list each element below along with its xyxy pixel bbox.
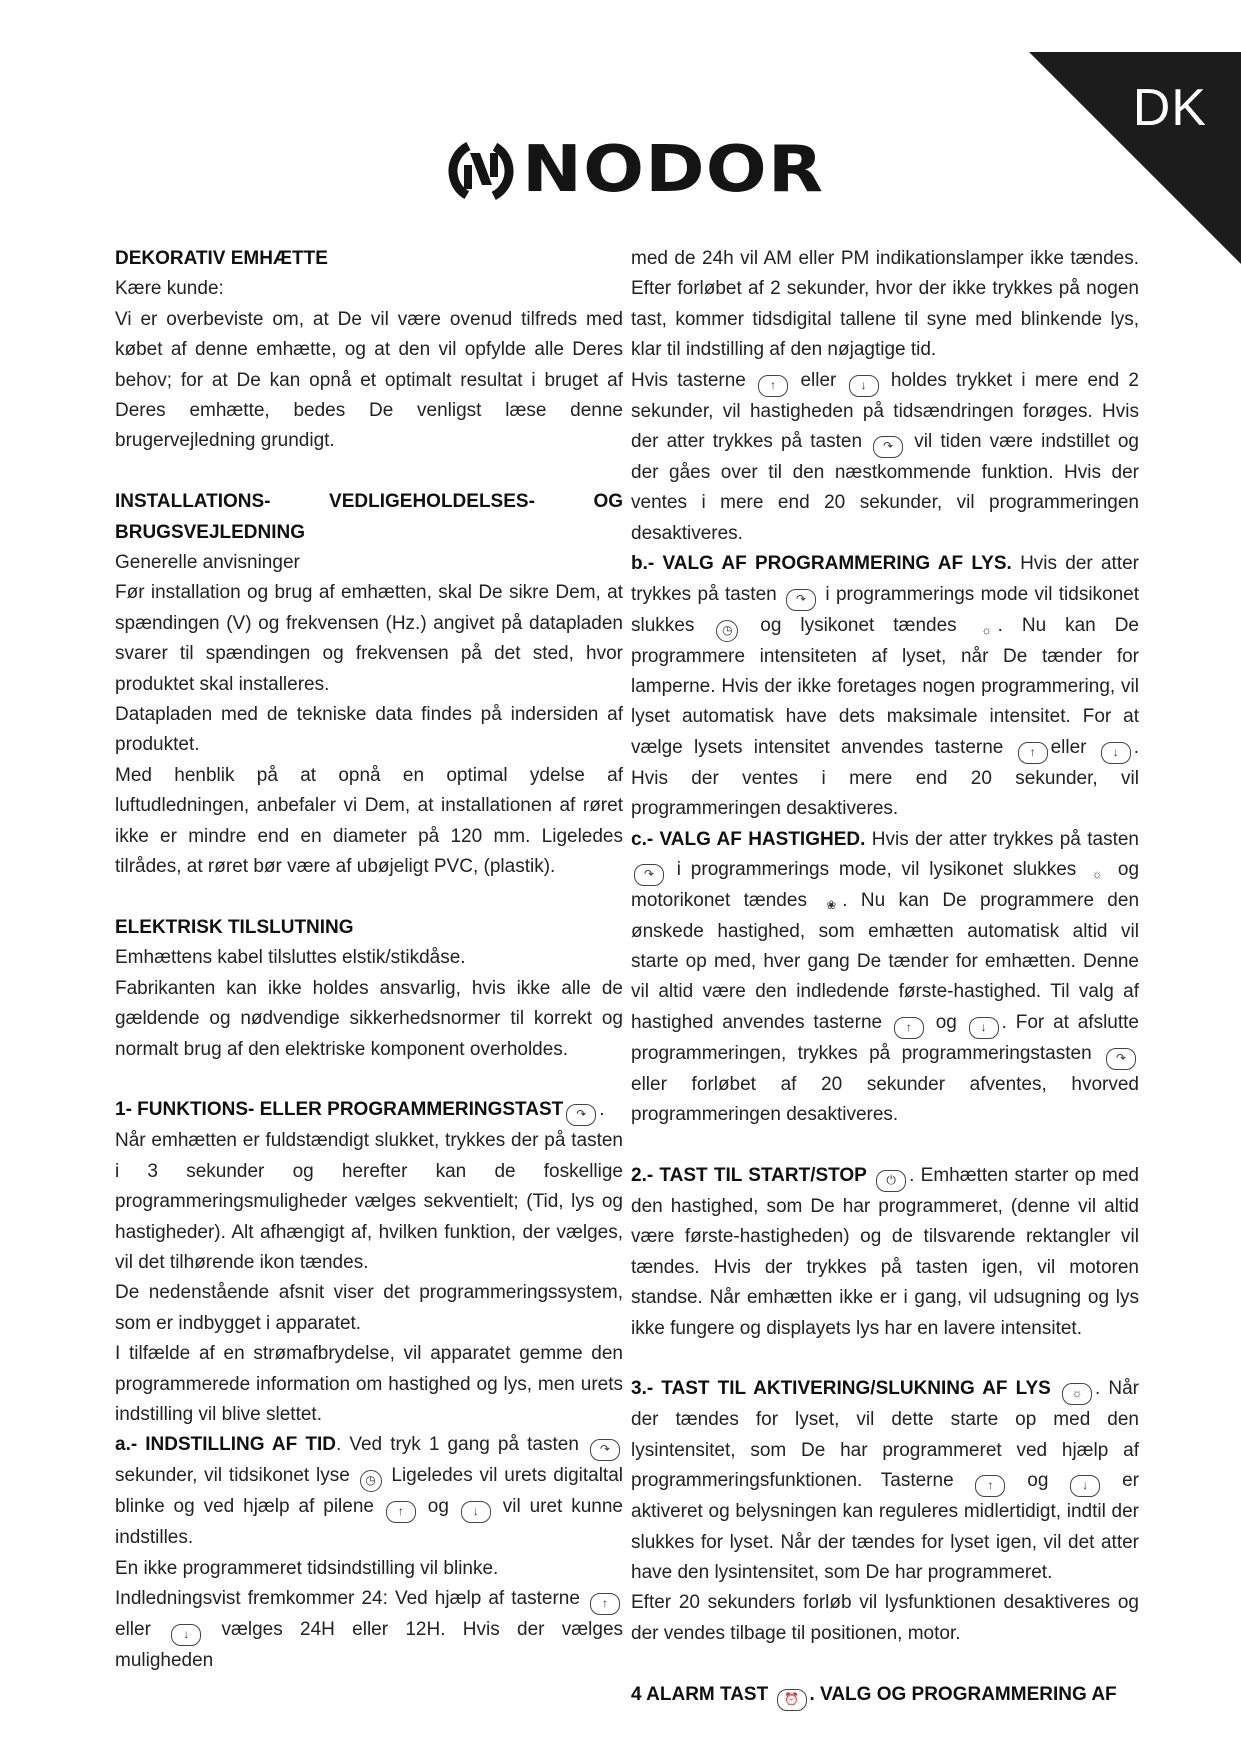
heading-installation: INSTALLATIONS- VEDLIGEHOLDELSES- OG BRUGSVEJLEDNING [115, 491, 623, 543]
arrow-down-key-icon: ↓ [1101, 742, 1131, 764]
motor-fan-icon: ❀ [826, 898, 837, 913]
program-key-icon: ↷ [1106, 1048, 1136, 1070]
arrow-up-key-icon: ↑ [758, 375, 788, 397]
arrow-up-key-icon: ↑ [386, 1501, 416, 1523]
arrow-down-key-icon: ↓ [1070, 1475, 1100, 1497]
language-label: DK [1132, 79, 1207, 137]
24h-paragraph: Indledningsvist fremkommer 24: Ved hjælp af tasterne ↑ eller ↓ vælges 24H eller 12H. Hvis der vælges muligheden [115, 1588, 624, 1672]
light-timeout-paragraph: Efter 20 sekunders forløb vil lysfunktionen desaktiveres og der vendes tilbage til positionen, motor. [631, 1592, 1139, 1644]
general-instructions: Generelle anvisninger [115, 552, 300, 574]
alarm-key-icon: ⏰ [777, 1689, 807, 1711]
program-key-icon: ↷ [873, 436, 903, 458]
power-key-icon: ⏻ [876, 1170, 906, 1192]
light-icon: ☼ [981, 622, 993, 637]
heading-electrical: ELEKTRISK TILSLUTNING [115, 916, 354, 938]
light-icon: ☼ [1091, 867, 1103, 882]
arrow-up-key-icon: ↑ [1018, 742, 1048, 764]
dataplate-paragraph: Datapladen med de tekniske data findes på indersiden af produktet. [115, 704, 623, 756]
arrow-down-key-icon: ↓ [849, 375, 879, 397]
liability-paragraph: Fabrikanten kan ikke holdes ansvarlig, hvis ikke alle de gældende og nødvendige sikkerhedsnormer til korrekt og normalt brug af den elektriske komponent overholdes. [115, 977, 623, 1060]
program-key-icon: ↷ [590, 1439, 620, 1461]
clock-icon: ◷ [716, 620, 738, 642]
ampm-paragraph: med de 24h vil AM eller PM indikationslamper ikke tændes. Efter forløbet af 2 sekunder, hvor der ikke trykkes på nogen tast, kommer tidsdigital tallene til syne med blinkende lys, klar til indstilling af den nøjagtige tid. [631, 248, 1139, 361]
function-paragraph-1: Når emhætten er fuldstændigt slukket, trykkes der på tasten i 3 sekunder og herefter kan de foskellige programmeringsmuligheder vælges sekventielt; (Tid, lys og hastigheder). Alt afhængigt af, hvilken funktion, der vælges, vil det tilhørende ikon tændes. [115, 1130, 623, 1273]
nodor-emblem-icon [446, 135, 516, 205]
program-key-icon: ↷ [566, 1104, 596, 1126]
voltage-paragraph: Før installation og brug af emhætten, skal De sikre Dem, at spændingen (V) og frekvensen (Hz.) angivet på datapladen svarer til spændingen og frekvensen på det sted, hvor produktet skal installeres. [115, 582, 623, 695]
heading-dekorativ: DEKORATIV EMHÆTTE [115, 248, 328, 269]
program-key-icon: ↷ [634, 864, 664, 886]
arrow-up-key-icon: ↑ [590, 1593, 620, 1615]
arrow-down-key-icon: ↓ [461, 1501, 491, 1523]
greeting: Kære kunde: [115, 278, 224, 300]
keys-hold-paragraph: Hvis tasterne ↑ eller ↓ holdes trykket i mere end 2 sekunder, vil hastigheden på tidsændringen forøges. Hvis der atter trykkes på tasten ↷ vil tiden være indstillet og der gåes over til den næstkommende funktion. Hvis der ventes i mere end 20 sekunder, vil programmeringen desaktiveres. [631, 369, 1140, 544]
intro-paragraph: Vi er overbeviste om, at De vil være ovenud tilfreds med købet af denne emhætte, og at den vil opfylde alle Deres behov; for at De kan opnå et optimalt resultat i bruget af Deres emhætte, bedes De venligst læse denne brugervejledning grundigt. [115, 308, 623, 452]
pipe-paragraph: Med henblik på at opnå en optimal ydelse af luftudledningen, anbefaler vi Dem, at installationen af røret ikke er mindre end en diameter på 120 mm. Ligeledes tilrådes, at røret bør være af ubøjeligt PVC, (plastik). [115, 764, 623, 878]
nodor-logo [446, 133, 825, 207]
cable-paragraph: Emhættens kabel tilsluttes elstik/stikdåse. [115, 947, 466, 969]
function-paragraph-2: De nedenstående afsnit viser det programmeringssystem, som er indbygget i apparatet. [115, 1282, 623, 1334]
alarm-heading: 4 ALARM TAST ⏰ . VALG OG PROGRAMMERING AF [631, 1680, 1139, 1711]
function-paragraph-3: I tilfælde af en strømafbrydelse, vil apparatet gemme den programmerede information om hastighed og lys, men urets indstilling vil blive slettet. [115, 1343, 623, 1425]
light-programming-paragraph: b.- VALG AF PROGRAMMERING AF LYS. Hvis der atter trykkes på tasten ↷ i programmerings mode vil tidsikonet slukkes ◷ og lysikonet tændes ☼ . Nu kan De programmere intensiteten af lyset, når De tænder for lamperne. Hvis der ikke foretages nogen programmering, vil lyset automatisk have dets maksimale intensitet. For at vælge lysets intensitet anvendes tasterne ↑ eller ↓ . Hvis der ventes i mere end 20 sekunder, vil programmeringen desaktiveres. [631, 553, 1140, 820]
left-column: DEKORATIV EMHÆTTE Kære kunde: Vi er overbeviste om, at De vil være ovenud tilfreds med købet af denne emhætte, og at den vil opfylde alle Deres behov; for at De kan opnå et optimalt resultat i bruget af Deres emhætte, bedes De venligst læse denne brugervejledning grundigt. INSTALLATIONS- VEDLIGEHOLDELSES- OG BRUGSVEJLEDNING Generelle anvisninger Før installation og brug af emhætten, skal De sikre Dem, at spændingen (V) og frekvensen (Hz.) angivet på datapladen svarer til spændingen og frekvensen på det sted, hvor produktet skal installeres. Datapladen med de tekniske data findes på indersiden af produktet. Med henblik på at opnå en optimal ydelse af luftudledningen, anbefaler vi Dem, at installationen af røret ikke er mindre end en diameter på 120 mm. Ligeledes tilrådes, at røret bør være af ubøjeligt PVC, (plastik). ELEKTRISK TILSLUTNING Emhættens kabel tilsluttes elstik/stikdåse. Fabrikanten kan ikke holdes ansvarlig, hvis ikke alle de gældende og nødvendige sikkerhedsnormer til korrekt og normalt brug af den elektriske komponent overholdes. 1- FUNKTIONS- ELLER PROGRAMMERINGSTAST ↷ . Når emhætten er fuldstændigt slukket, trykkes der på tasten i 3 sekunder og herefter kan de foskellige programmeringsmuligheder vælges sekventielt; (Tid, lys og hastigheder). Alt afhængigt af, hvilken funktion, der vælges, vil det tilhørende ikon tændes. De nedenstående afsnit viser det programmeringssystem, som er indbygget i apparatet. I tilfælde af en strømafbrydelse, vil apparatet gemme den programmerede information om hastighed og lys, men urets indstilling vil blive slettet. a.- INDSTILLING AF TID. Ved tryk 1 gang på tasten ↷ sekunder, vil tidsikonet lyse ◷ Ligeledes vil urets digitaltal blinke og ved hjælp af pilene ↑ og ↓ vil uret kunne indstilles. En ikke programmeret tidsindstilling vil blinke. Indledningsvist fremkommer 24: Ved hjælp af tasterne ↑ eller ↓ vælges 24H eller 12H. Hvis der vælges muligheden [115, 244, 623, 1677]
time-setting-paragraph: a.- INDSTILLING AF TID. Ved tryk 1 gang på tasten ↷ sekunder, vil tidsikonet lyse ◷ Ligeledes vil urets digitaltal blinke og ved hjælp af pilene ↑ og ↓ vil uret kunne indstilles. [115, 1434, 623, 1549]
heading-function-key: 1- FUNKTIONS- ELLER PROGRAMMERINGSTAST [115, 1099, 564, 1121]
program-key-icon: ↷ [786, 589, 816, 611]
start-stop-paragraph: 2.- TAST TIL START/STOP ⏻ . Emhætten starter op med den hastighed, som De har programmeret, (denne vil altid være første-hastigheden) og de tilsvarende rektangler vil tændes. Hvis der trykkes på tasten igen, vil motoren standse. Når emhætten ikke er i gang, vil udsugning og lys ikke fungere og displayets lys har en lavere intensitet. [631, 1164, 1140, 1339]
arrow-up-key-icon: ↑ [894, 1017, 924, 1039]
arrow-down-key-icon: ↓ [171, 1624, 201, 1646]
light-key-paragraph: 3.- TAST TIL AKTIVERING/SLUKNING AF LYS ☼ . Når der tændes for lyset, vil dette starte op med den lysintensitet, som De har programmeret ved hjælp af programmeringsfunktionen. Tasterne ↑ og ↓ er aktiveret og belysningen kan reguleres midlertidigt, indtil der slukkes for lyset. Når der tændes for lyset igen, vil det atter have den lysintensitet, som De har programmeret. [631, 1378, 1139, 1583]
blink-paragraph: En ikke programmeret tidsindstilling vil blinke. [115, 1557, 499, 1579]
clock-icon: ◷ [360, 1470, 382, 1492]
arrow-down-key-icon: ↓ [969, 1017, 999, 1039]
arrow-up-key-icon: ↑ [975, 1475, 1005, 1497]
right-column [631, 244, 1139, 1711]
light-key-icon: ☼ [1062, 1383, 1092, 1405]
logo-text: NODOR [522, 133, 825, 207]
speed-programming-paragraph: c.- VALG AF HASTIGHED. Hvis der atter trykkes på tasten ↷ i programmerings mode, vil lysikonet slukkes ☼ og motorikonet tændes ❀ . Nu kan De programmere den ønskede hastighed, som emhætten automatisk altid vil starte op med, hver gang De tænder for emhætten. Denne vil altid være den indledende første-hastighed. Til valg af hastighed anvendes tasterne ↑ og ↓ . For at afslutte programmeringen, trykkes på programmeringstasten ↷ eller forløbet af 20 sekunder afventes, hvorved programmeringen desaktiveres. [631, 828, 1140, 1126]
